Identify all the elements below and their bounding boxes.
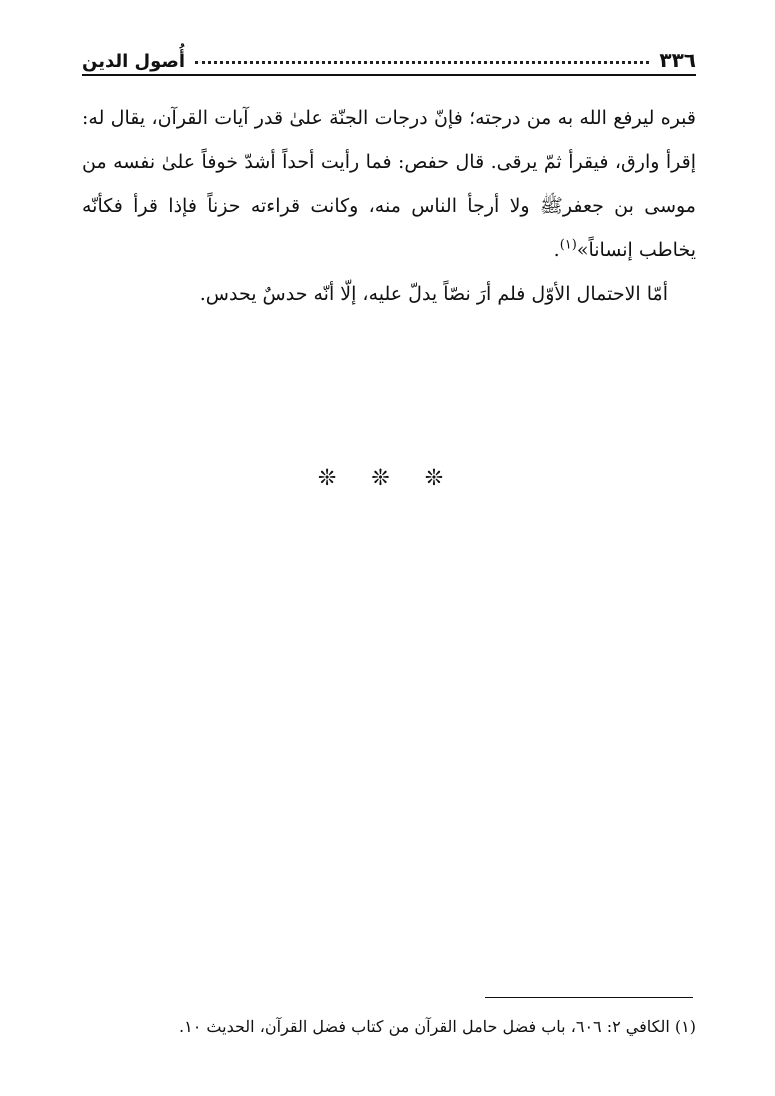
section-divider-stars: ❊ ❊ ❊ (317, 466, 458, 491)
dot-leader (195, 60, 649, 64)
paragraph (82, 96, 696, 272)
footnote-separator (485, 997, 693, 998)
running-header (82, 38, 696, 76)
book-title: أُصول الدين (82, 51, 186, 72)
footnote: (١) الكافي ٢: ٦٠٦، باب فضل حامل القرآن من كتاب فضل القرآن، الحديث ١٠. (179, 1017, 696, 1036)
paragraph-end: . (553, 239, 560, 261)
paragraph: أمّا الاحتمال الأوّل فلم أرَ نصّاً يدلّ عليه، إلّا أنّه حدسٌ يحدس. (199, 283, 668, 305)
page-number: ٣٣٦ (659, 48, 696, 72)
paragraph-text: قبره ليرفع الله به من درجته؛ فإنّ درجات الجنّة علىٰ قدر آيات القرآن، يقال له: إقرأ وارق، فيقرأ ثمّ يرقى. قال حفص: فما رأيت أحداً أشدّ خوفاً علىٰ نفسه من موسى بن جعفرﷺ ولا أرجأ الناس منه، وكانت قراءته حزناً فإذا قرأ فكأنّه يخاطب إنساناً» (82, 107, 696, 261)
main-text (82, 96, 696, 316)
footnote-reference[interactable]: (١) (559, 237, 577, 253)
